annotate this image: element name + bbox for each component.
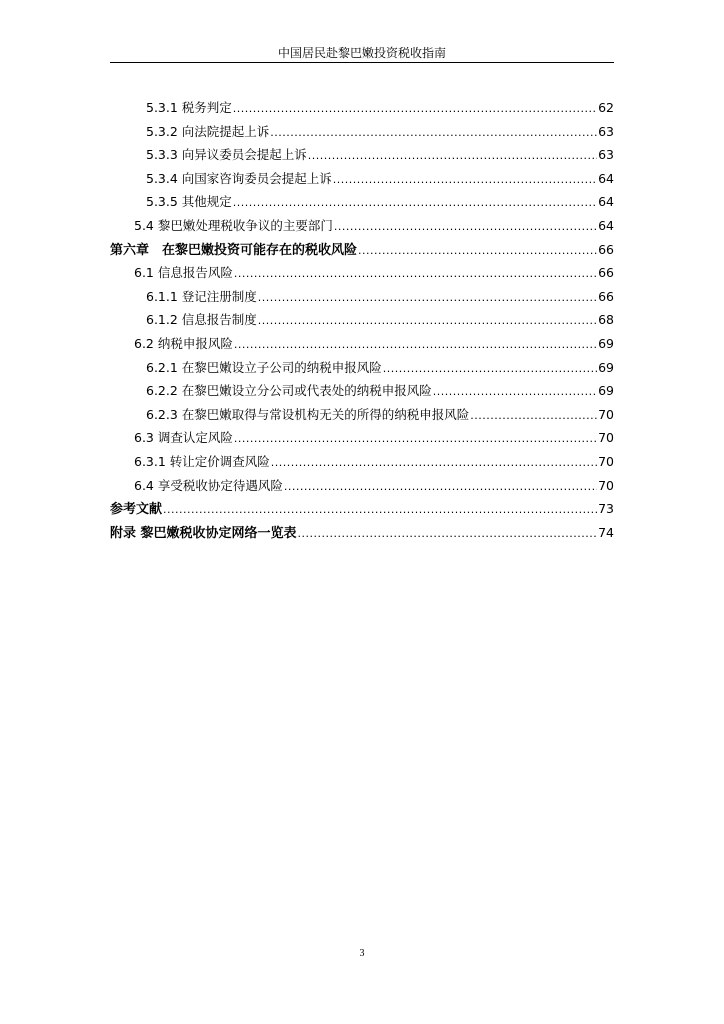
toc-entry[interactable] xyxy=(110,521,614,545)
toc-dot-leader xyxy=(234,333,597,357)
toc-entry-label: 附录 黎巴嫩税收协定网络一览表 xyxy=(110,525,297,541)
toc-dot-leader xyxy=(258,286,597,310)
toc-entry-label: 5.4 黎巴嫩处理税收争议的主要部门 xyxy=(134,217,333,233)
toc-entry-label: 5.3.5 其他规定 xyxy=(146,194,232,210)
toc-dot-leader xyxy=(383,357,597,381)
toc-entry-label: 6.3 调查认定风险 xyxy=(134,430,233,446)
toc-entry-page-number: 66 xyxy=(598,288,614,304)
toc-dot-leader xyxy=(334,215,597,239)
toc-dot-leader xyxy=(284,475,597,499)
toc-entry-label: 参考文献 xyxy=(110,502,163,518)
toc-entry[interactable] xyxy=(110,497,614,521)
toc-entry[interactable] xyxy=(110,238,614,262)
toc-entry-page-number: 73 xyxy=(598,501,614,517)
toc-entry-label: 5.3.1 税务判定 xyxy=(146,100,232,115)
toc-entry-label: 6.2 纳税申报风险 xyxy=(134,335,233,351)
toc-entry-label: 6.4 享受税收协定待遇风险 xyxy=(134,477,283,493)
toc-entry-label: 6.3.1 转让定价调查风险 xyxy=(134,453,270,469)
toc-entry[interactable] xyxy=(110,190,614,214)
header-divider xyxy=(110,62,614,63)
toc-dot-leader xyxy=(271,451,597,475)
toc-entry[interactable] xyxy=(110,403,614,427)
toc-entry-page-number: 63 xyxy=(598,147,614,163)
toc-dot-leader xyxy=(163,498,597,522)
toc-entry-page-number: 63 xyxy=(598,123,614,139)
toc-dot-leader xyxy=(308,144,597,168)
page-number: 3 xyxy=(359,948,365,959)
toc-entry[interactable] xyxy=(110,120,614,144)
toc-entry[interactable] xyxy=(110,474,614,498)
toc-entry-label: 5.3.2 向法院提起上诉 xyxy=(146,123,270,139)
toc-dot-leader xyxy=(234,427,597,451)
toc-entry-page-number: 68 xyxy=(598,312,614,328)
table-of-contents xyxy=(110,96,614,544)
toc-entry-page-number: 64 xyxy=(598,217,614,233)
toc-entry[interactable] xyxy=(110,285,614,309)
toc-entry-page-number: 70 xyxy=(598,406,614,422)
toc-entry-label: 第六章 在黎巴嫩投资可能存在的税收风险 xyxy=(110,242,358,258)
toc-dot-leader xyxy=(258,309,597,333)
toc-entry-label: 6.2.3 在黎巴嫩取得与常设机构无关的所得的纳税申报风险 xyxy=(146,406,470,422)
toc-entry-page-number: 69 xyxy=(598,359,614,375)
toc-dot-leader xyxy=(233,97,597,121)
toc-entry-page-number: 62 xyxy=(598,100,614,115)
toc-dot-leader xyxy=(270,121,597,145)
toc-entry-label: 6.2.1 在黎巴嫩设立子公司的纳税申报风险 xyxy=(146,359,382,375)
page-header-title: 中国居民赴黎巴嫩投资税收指南 xyxy=(277,46,446,60)
toc-entry-label: 5.3.4 向国家咨询委员会提起上诉 xyxy=(146,170,332,186)
toc-dot-leader xyxy=(234,262,597,286)
toc-entry-page-number: 70 xyxy=(598,453,614,469)
toc-entry-page-number: 69 xyxy=(598,383,614,399)
toc-entry[interactable] xyxy=(110,261,614,285)
toc-entry[interactable] xyxy=(110,356,614,380)
toc-dot-leader xyxy=(470,404,597,428)
toc-dot-leader xyxy=(433,380,597,404)
toc-entry-label: 5.3.3 向异议委员会提起上诉 xyxy=(146,147,307,163)
toc-entry[interactable] xyxy=(110,426,614,450)
toc-dot-leader xyxy=(233,191,597,215)
toc-entry-label: 6.1.1 登记注册制度 xyxy=(146,288,257,304)
toc-entry-label: 6.1 信息报告风险 xyxy=(134,265,233,281)
toc-entry-page-number: 64 xyxy=(598,170,614,186)
toc-entry[interactable] xyxy=(110,450,614,474)
toc-entry[interactable] xyxy=(110,332,614,356)
toc-entry-label: 6.2.2 在黎巴嫩设立分公司或代表处的纳税申报风险 xyxy=(146,383,432,399)
toc-entry[interactable] xyxy=(110,308,614,332)
toc-entry-label: 6.1.2 信息报告制度 xyxy=(146,312,257,328)
toc-entry[interactable] xyxy=(110,167,614,191)
toc-dot-leader xyxy=(298,522,598,546)
toc-entry[interactable] xyxy=(110,143,614,167)
toc-entry-page-number: 64 xyxy=(598,194,614,210)
toc-entry-page-number: 66 xyxy=(598,265,614,281)
toc-entry-page-number: 69 xyxy=(598,335,614,351)
toc-dot-leader xyxy=(358,239,597,263)
toc-entry[interactable] xyxy=(110,214,614,238)
toc-entry[interactable] xyxy=(110,96,614,120)
toc-entry-page-number: 66 xyxy=(598,241,614,257)
toc-entry-page-number: 70 xyxy=(598,430,614,446)
toc-entry[interactable] xyxy=(110,379,614,403)
toc-entry-page-number: 74 xyxy=(598,524,614,540)
toc-dot-leader xyxy=(333,168,597,192)
toc-entry-page-number: 70 xyxy=(598,477,614,493)
